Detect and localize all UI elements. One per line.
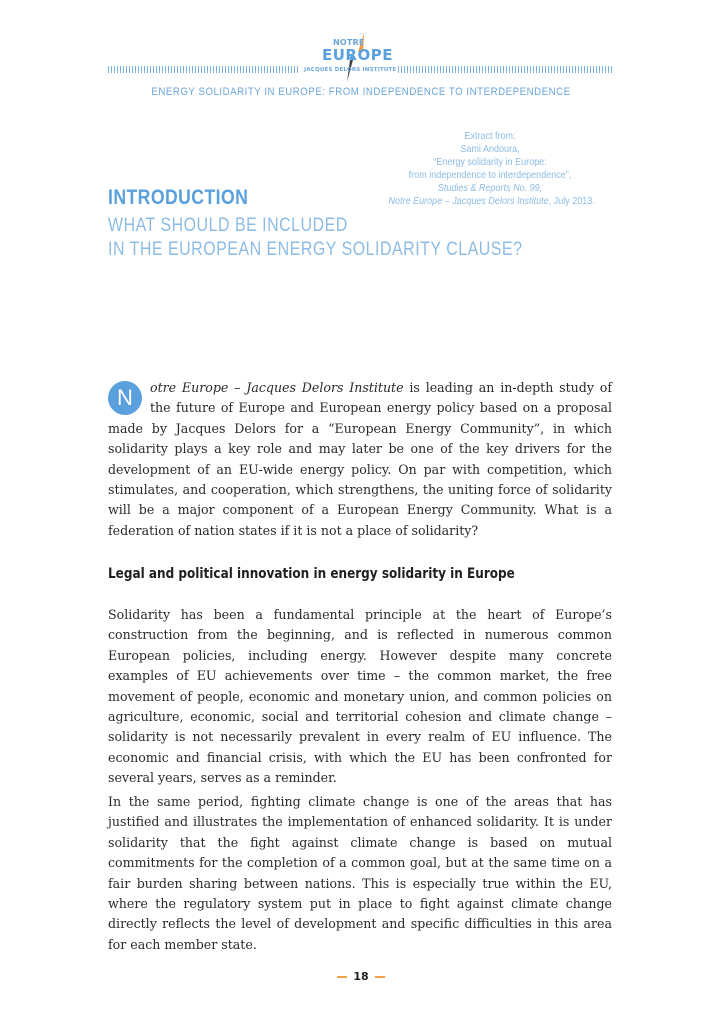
paragraph-text: is leading an in-depth study of the future of Europe and European energy policy based on a proposal made by Jacques Delors for a “European Energy Community”, in which solidarity plays a key role and may later be one of the key drivers for the development of an EU-wide energy policy. On par with competition, which stimulates, and cooperation, which strengthens, the uniting force of solidarity will be a major component of a European Energy Community. What is a federation of nation states if it is not a place of solidarity? <box>108 380 613 538</box>
notre-europe-logo <box>300 30 400 86</box>
extract-date: , July 2013. <box>548 195 595 207</box>
section-title: INTRODUCTION <box>108 186 249 209</box>
folio-dash-right <box>375 976 385 978</box>
section-subtitle-line: WHAT SHOULD BE INCLUDED <box>108 215 348 236</box>
dropcap: N <box>108 381 142 415</box>
section-subtitle <box>108 214 522 262</box>
extract-series: Studies & Reports No. 99, <box>437 182 543 194</box>
logo-notre: NOTRE <box>333 38 365 47</box>
header-rule-right <box>398 66 612 73</box>
intro-paragraph <box>108 378 612 541</box>
italic-lead: otre Europe – Jacques Delors Institute <box>150 380 404 395</box>
body-paragraph: In the same period, fighting climate change is one of the areas that has justified and illustrates the implementation of enhanced solidarity. It is under solidarity that the fight against climate change is based on mutual commitments for the completion of a common goal, but at the same time on a fair burden sharing between nations. This is especially true within the EU, where the regulatory system put in place to fight against climate change directly reflects the level of development and specific difficulties in this area for each member state. <box>108 794 612 952</box>
extract-citation <box>372 130 608 208</box>
header-rule-left <box>108 66 298 73</box>
extract-publisher: Notre Europe – Jacques Delors Institute <box>388 195 549 207</box>
extract-line: Extract from: <box>464 130 516 142</box>
body-paragraph: Solidarity has been a fundamental principle at the heart of Europe’s construction from the beginning, and is reflected in numerous common European policies, including energy. However despite many concrete examples of EU achievements over time – the common market, the free movement of people, economic and monetary union, and common policies on agriculture, economic, social and territorial cohesion and climate change – solidarity is not necessarily prevalent in every realm of EU influence. The economic and financial crisis, with which the EU has been confronted for several years, serves as a reminder. <box>108 607 612 786</box>
page-number <box>0 970 722 983</box>
section-subtitle-line: IN THE EUROPEAN ENERGY SOLIDARITY CLAUSE? <box>108 239 523 260</box>
logo-institute: JACQUES DELORS INSTITUTE <box>304 67 397 73</box>
extract-line: Sami Andoura, <box>460 143 520 155</box>
logo-europe: EUROPE <box>322 46 393 64</box>
extract-publisher-line <box>388 195 595 208</box>
folio-dash-left <box>337 976 347 978</box>
subheading: Legal and political innovation in energy solidarity in Europe <box>108 566 515 582</box>
extract-line: “Energy solidarity in Europe: <box>433 156 547 168</box>
page-number-text: 18 <box>353 970 369 983</box>
extract-line: from independence to interdependence”, <box>408 169 572 181</box>
running-title: ENERGY SOLIDARITY IN EUROPE: FROM INDEPENDENCE TO INTERDEPENDENCE <box>151 86 571 98</box>
